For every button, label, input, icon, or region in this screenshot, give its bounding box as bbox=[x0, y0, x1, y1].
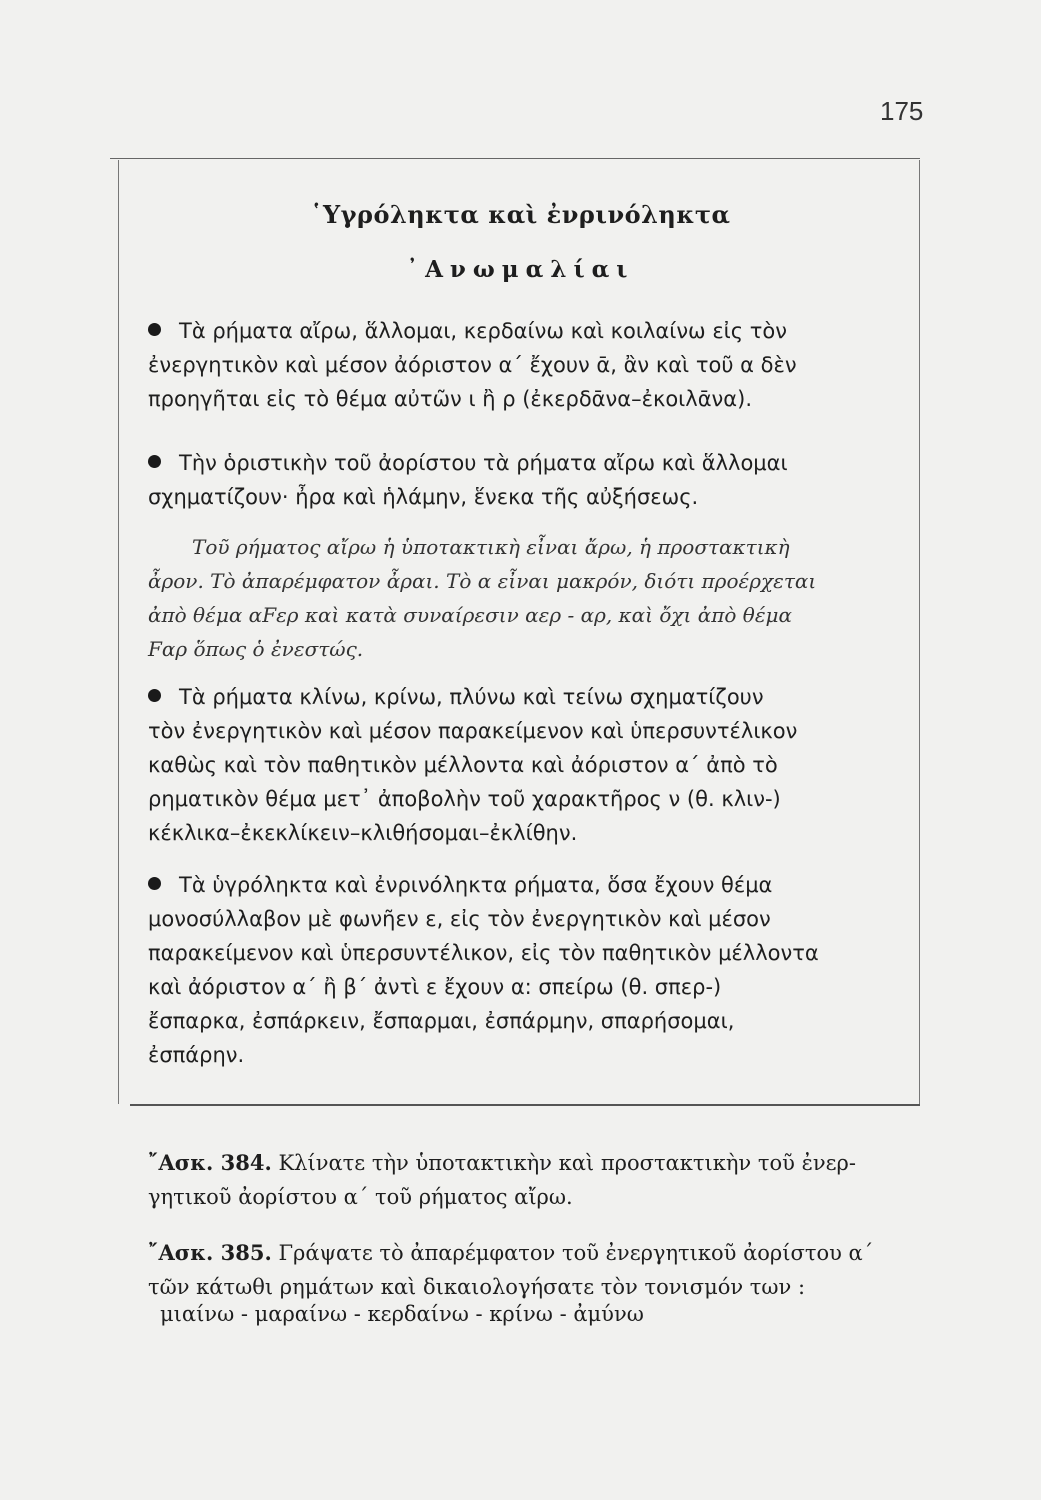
rule-paragraph-1 bbox=[148, 314, 898, 416]
text-line: γητικοῦ ἀορίστου α΄ τοῦ ρήματος αἴρω. bbox=[148, 1185, 573, 1209]
text-span: Τὰ ρήματα αἴρω, ἅλλομαι, κερδαίνω καὶ κοιλαίνω εἰς τὸν bbox=[179, 319, 787, 343]
note-paragraph bbox=[148, 530, 898, 666]
text-line: μονοσύλλαβον μὲ φωνῆεν ε, εἰς τὸν ἐνεργητικὸν καὶ μέσον bbox=[148, 907, 771, 931]
text-line bbox=[148, 314, 898, 348]
text-line: κέκλικα–ἐκεκλίκειν–κλιθήσομαι–ἐκλίθην. bbox=[148, 821, 578, 845]
rule-paragraph-4 bbox=[148, 868, 898, 1072]
text-line: τῶν κάτωθι ρημάτων καὶ δικαιολογήσατε τὸν τονισμόν των : bbox=[148, 1275, 806, 1299]
text-line: τὸν ἐνεργητικὸν καὶ μέσον παρακείμενον καὶ ὑπερσυντέλικον bbox=[148, 719, 798, 743]
text-line: ἀπὸ θέμα αFερ καὶ κατὰ συναίρεσιν αερ - αρ, καὶ ὄχι ἀπὸ θέμα bbox=[148, 603, 793, 627]
bullet-icon bbox=[148, 689, 161, 702]
exercise-label: ῎Ασκ. 385. bbox=[148, 1240, 272, 1265]
rule-paragraph-3 bbox=[148, 680, 898, 850]
text-span: Τὰ ὑγρόληκτα καὶ ἐνρινόληκτα ρήματα, ὅσα ἔχουν θέμα bbox=[179, 873, 773, 897]
text-line: ἐνεργητικὸν καὶ μέσον ἀόριστον α΄ ἔχουν ᾱ, ἂν καὶ τοῦ α δὲν bbox=[148, 353, 797, 377]
bullet-icon bbox=[148, 455, 161, 468]
box-subtitle: ᾿Ανωμαλίαι bbox=[406, 256, 635, 283]
text-line bbox=[148, 1146, 908, 1180]
text-line: σχηματίζουν· ἦρα καὶ ἡλάμην, ἕνεκα τῆς αὐξήσεως. bbox=[148, 485, 699, 509]
text-line bbox=[148, 680, 898, 714]
text-line: ἔσπαρκα, ἐσπάρκειν, ἔσπαρμαι, ἐσπάρμην, σπαρήσομαι, bbox=[148, 1009, 735, 1033]
text-line: Fαρ ὅπως ὁ ἐνεστώς. bbox=[148, 637, 364, 661]
text-span: Τὰ ρήματα κλίνω, κρίνω, πλύνω καὶ τείνω σχηματίζουν bbox=[179, 685, 764, 709]
exercise-385 bbox=[148, 1236, 908, 1304]
rule-paragraph-2 bbox=[148, 446, 898, 514]
text-span: Γράψατε τὸ ἀπαρέμφατον τοῦ ἐνεργητικοῦ ἀορίστου α΄ bbox=[271, 1241, 874, 1265]
text-line: καθὼς καὶ τὸν παθητικὸν μέλλοντα καὶ ἀόριστον α΄ ἀπὸ τὸ bbox=[148, 753, 778, 777]
text-span: Κλίνατε τὴν ὑποτακτικὴν καὶ προστακτικὴν τοῦ ἐνερ- bbox=[271, 1151, 856, 1175]
box-top-rule bbox=[110, 158, 920, 159]
box-title: ῾Υγρόληκτα καὶ ἐνρινόληκτα bbox=[310, 200, 731, 229]
text-span: Τὴν ὁριστικὴν τοῦ ἀορίστου τὰ ρήματα αἴρω καὶ ἅλλομαι bbox=[179, 451, 788, 475]
text-line: καὶ ἀόριστον α΄ ἢ β΄ ἀντὶ ε ἔχουν α: σπείρω (θ. σπερ-) bbox=[148, 975, 722, 999]
text-line bbox=[148, 446, 898, 480]
bullet-icon bbox=[148, 877, 161, 890]
exercise-label: ῎Ασκ. 384. bbox=[148, 1150, 272, 1175]
box-bottom-rule bbox=[130, 1104, 920, 1106]
text-line bbox=[148, 1236, 908, 1270]
text-line: ρηματικὸν θέμα μετ᾿ ἀποβολὴν τοῦ χαρακτῆρος ν (θ. κλιν-) bbox=[148, 787, 781, 811]
bullet-icon bbox=[148, 323, 161, 336]
text-line: Τοῦ ρήματος αἴρω ἡ ὑποτακτικὴ εἶναι ἄρω, ἡ προστακτικὴ bbox=[192, 535, 790, 559]
exercise-word-list: μιαίνω - μαραίνω - κερδαίνω - κρίνω - ἀμύνω bbox=[160, 1302, 644, 1326]
text-line bbox=[148, 868, 898, 902]
page-number: 175 bbox=[880, 96, 924, 126]
text-line: παρακείμενον καὶ ὑπερσυντέλικον, εἰς τὸν παθητικὸν μέλλοντα bbox=[148, 941, 819, 965]
text-line: ἐσπάρην. bbox=[148, 1043, 245, 1067]
text-line: προηγῆται εἰς τὸ θέμα αὐτῶν ι ἢ ρ (ἐκερδᾱνα–ἐκοιλᾱνα). bbox=[148, 387, 752, 411]
text-line: ἆρον. Τὸ ἀπαρέμφατον ἆραι. Τὸ α εἶναι μακρόν, διότι προέρχεται bbox=[148, 569, 817, 593]
exercise-384 bbox=[148, 1146, 908, 1214]
